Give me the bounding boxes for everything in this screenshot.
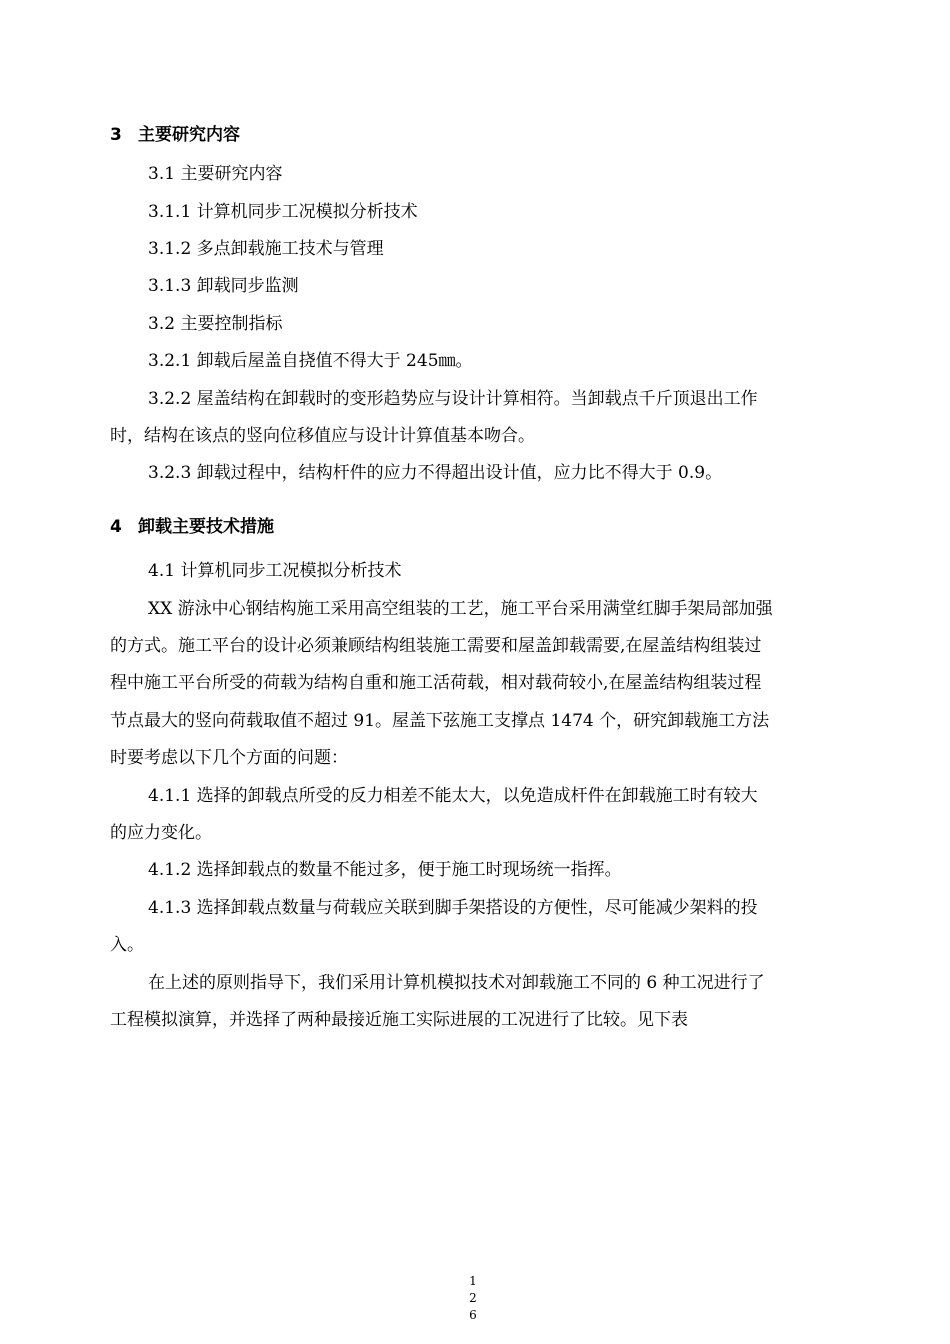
item-4-1-3-line1: 4.1.3 选择卸载点数量与荷载应关联到脚手架搭设的方便性，尽可能减少架料的投 xyxy=(148,898,758,918)
section-title: 卸载主要技术措施 xyxy=(138,517,274,537)
item-3-2-3: 3.2.3 卸载过程中，结构杆件的应力不得超出设计值，应力比不得大于 0.9。 xyxy=(148,463,723,483)
section-3-heading xyxy=(110,120,240,145)
paragraph-line: 的方式。施工平台的设计必须兼顾结构组装施工需要和屋盖卸载需要,在屋盖结构组装过 xyxy=(110,636,762,656)
item-4-1-1-line2: 的应力变化。 xyxy=(110,823,212,843)
item-3-1-3: 3.1.3 卸载同步监测 xyxy=(148,276,299,296)
page-number-digit: 6 xyxy=(469,1308,477,1322)
item-4-1-3-line2: 入。 xyxy=(110,935,144,955)
item-4-1-2: 4.1.2 选择卸载点的数量不能过多，便于施工时现场统一指挥。 xyxy=(148,860,622,880)
subsection-3-2: 3.2 主要控制指标 xyxy=(148,314,283,334)
paragraph-line: 工程模拟演算，并选择了两种最接近施工实际进展的工况进行了比较。见下表 xyxy=(110,1010,688,1030)
section-title: 主要研究内容 xyxy=(138,125,240,145)
subsection-4-1: 4.1 计算机同步工况模拟分析技术 xyxy=(148,561,402,581)
item-3-2-2-line2: 时，结构在该点的竖向位移值应与设计计算值基本吻合。 xyxy=(110,426,535,446)
paragraph-line: 程中施工平台所受的荷载为结构自重和施工活荷载，相对载荷较小,在屋盖结构组装过程 xyxy=(110,673,762,693)
page-number-digit: 2 xyxy=(469,1291,477,1305)
item-3-1-2: 3.1.2 多点卸载施工技术与管理 xyxy=(148,239,384,259)
paragraph-line: 节点最大的竖向荷载取值不超过 91。屋盖下弦施工支撑点 1474 个，研究卸载施工方法 xyxy=(110,711,770,731)
page-number-digit: 1 xyxy=(469,1274,477,1288)
paragraph-line: 在上述的原则指导下，我们采用计算机模拟技术对卸载施工不同的 6 种工况进行了 xyxy=(148,973,765,993)
item-3-2-1: 3.2.1 卸载后屋盖自挠值不得大于 245㎜。 xyxy=(148,351,473,371)
item-3-2-2-line1: 3.2.2 屋盖结构在卸载时的变形趋势应与设计计算相符。当卸载点千斤顶退出工作 xyxy=(148,389,758,409)
section-4-heading xyxy=(110,512,274,537)
section-number: 4 xyxy=(110,517,122,537)
subsection-3-1: 3.1 主要研究内容 xyxy=(148,164,283,184)
paragraph-line: 时要考虑以下几个方面的问题： xyxy=(110,748,348,768)
item-3-1-1: 3.1.1 计算机同步工况模拟分析技术 xyxy=(148,202,418,222)
paragraph-line: XX 游泳中心钢结构施工采用高空组装的工艺，施工平台采用满堂红脚手架局部加强 xyxy=(148,599,773,619)
item-4-1-1-line1: 4.1.1 选择的卸载点所受的反力相差不能太大，以免造成杆件在卸载施工时有较大 xyxy=(148,786,758,806)
section-number: 3 xyxy=(110,125,122,145)
